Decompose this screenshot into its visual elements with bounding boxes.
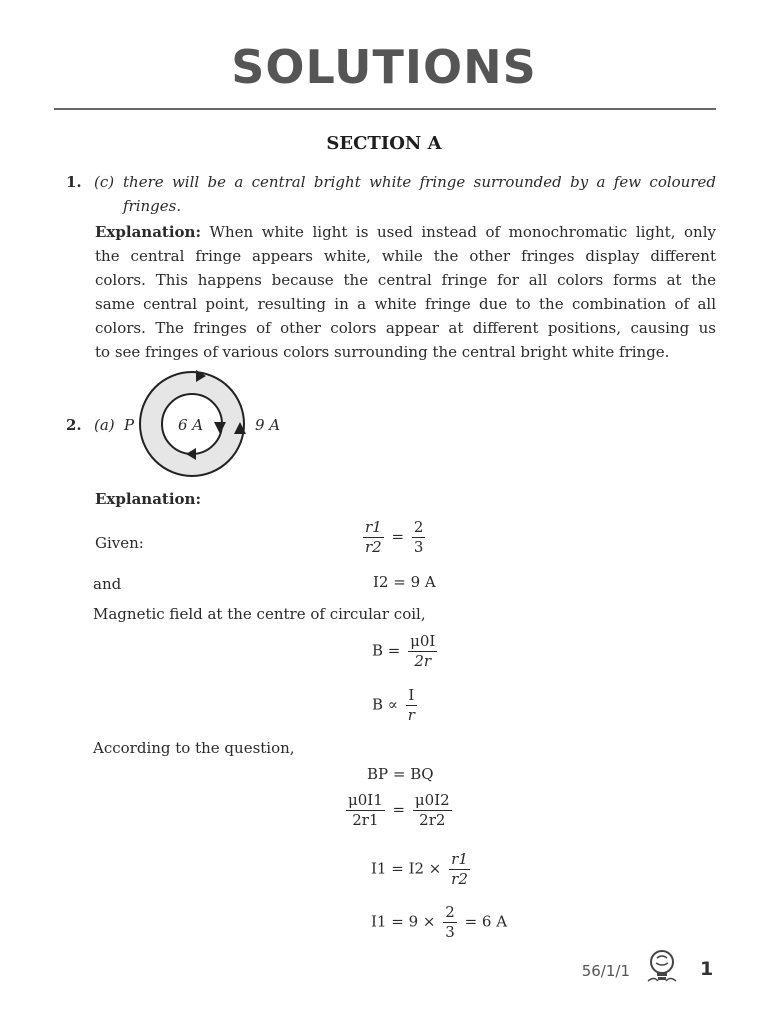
q1-explanation-line6: to see fringes of various colors surrounding the central bright white fringe. xyxy=(95,343,670,361)
q1-answer-line2: fringes. xyxy=(123,197,182,215)
q1-explanation-line4: same central point, resulting in a white fringe due to the combination of all xyxy=(95,295,716,313)
equation-i2: I2 = 9 A xyxy=(373,573,436,591)
q1-explanation-line5: colors. The fringes of other colors appear at different positions, causing us xyxy=(95,319,716,337)
q1-explanation-line3: colors. This happens because the central fringe for all colors forms at the xyxy=(95,271,716,289)
q1-explanation-text: When white light is used instead of monochromatic light, only xyxy=(209,223,716,241)
given-label: Given: xyxy=(95,534,144,552)
q1-number: 1. xyxy=(66,173,82,191)
according-text: According to the question, xyxy=(93,739,295,757)
q2-explanation-label: Explanation: xyxy=(95,490,201,508)
lightbulb-brain-icon xyxy=(644,948,680,986)
q2-inner-current: 6 A xyxy=(178,416,204,434)
equation-i1: I1 = I2 × $\frac{r1}{r2}$ xyxy=(371,850,468,888)
equation-bp-bq: BP = BQ xyxy=(367,765,434,783)
equation-given-ratio: $\frac{r1}{r2}$ = $\frac{2}{3}$ xyxy=(365,518,424,556)
equation-ratio: $\frac{\mu 0I1}{2r1}$ = $\frac{\mu 0I2}{2r2}$ xyxy=(348,791,450,829)
page-number: 1 xyxy=(700,958,714,980)
and-label: and xyxy=(93,575,122,593)
title-divider xyxy=(54,108,716,110)
section-heading: SECTION A xyxy=(326,133,442,154)
q2-outer-current: 9 A xyxy=(255,416,281,434)
magnetic-field-text: Magnetic field at the centre of circular coil, xyxy=(93,605,426,623)
q1-explanation-label: Explanation: xyxy=(95,223,201,241)
page-title: SOLUTIONS xyxy=(231,40,537,94)
q2-diagram-label-p: P xyxy=(124,416,135,434)
q1-answer-line1: there will be a central bright white fringe surrounded by a few coloured xyxy=(123,173,716,191)
paper-code: 56/1/1 xyxy=(581,962,630,980)
q2-number: 2. xyxy=(66,416,82,434)
q1-option: (c) xyxy=(94,173,115,191)
q1-explanation-line1 xyxy=(95,220,716,244)
q1-explanation-line2: the central fringe appears white, while the other fringes display different xyxy=(95,247,716,265)
q2-option: (a) xyxy=(94,416,115,434)
equation-final: I1 = 9 × $\frac{2}{3}$ = 6 A xyxy=(371,903,508,941)
equation-b: B = $\frac{\mu 0I}{2r}$ xyxy=(372,632,436,670)
equation-proportional: B ∝ $\frac{I}{r}$ xyxy=(372,686,415,724)
